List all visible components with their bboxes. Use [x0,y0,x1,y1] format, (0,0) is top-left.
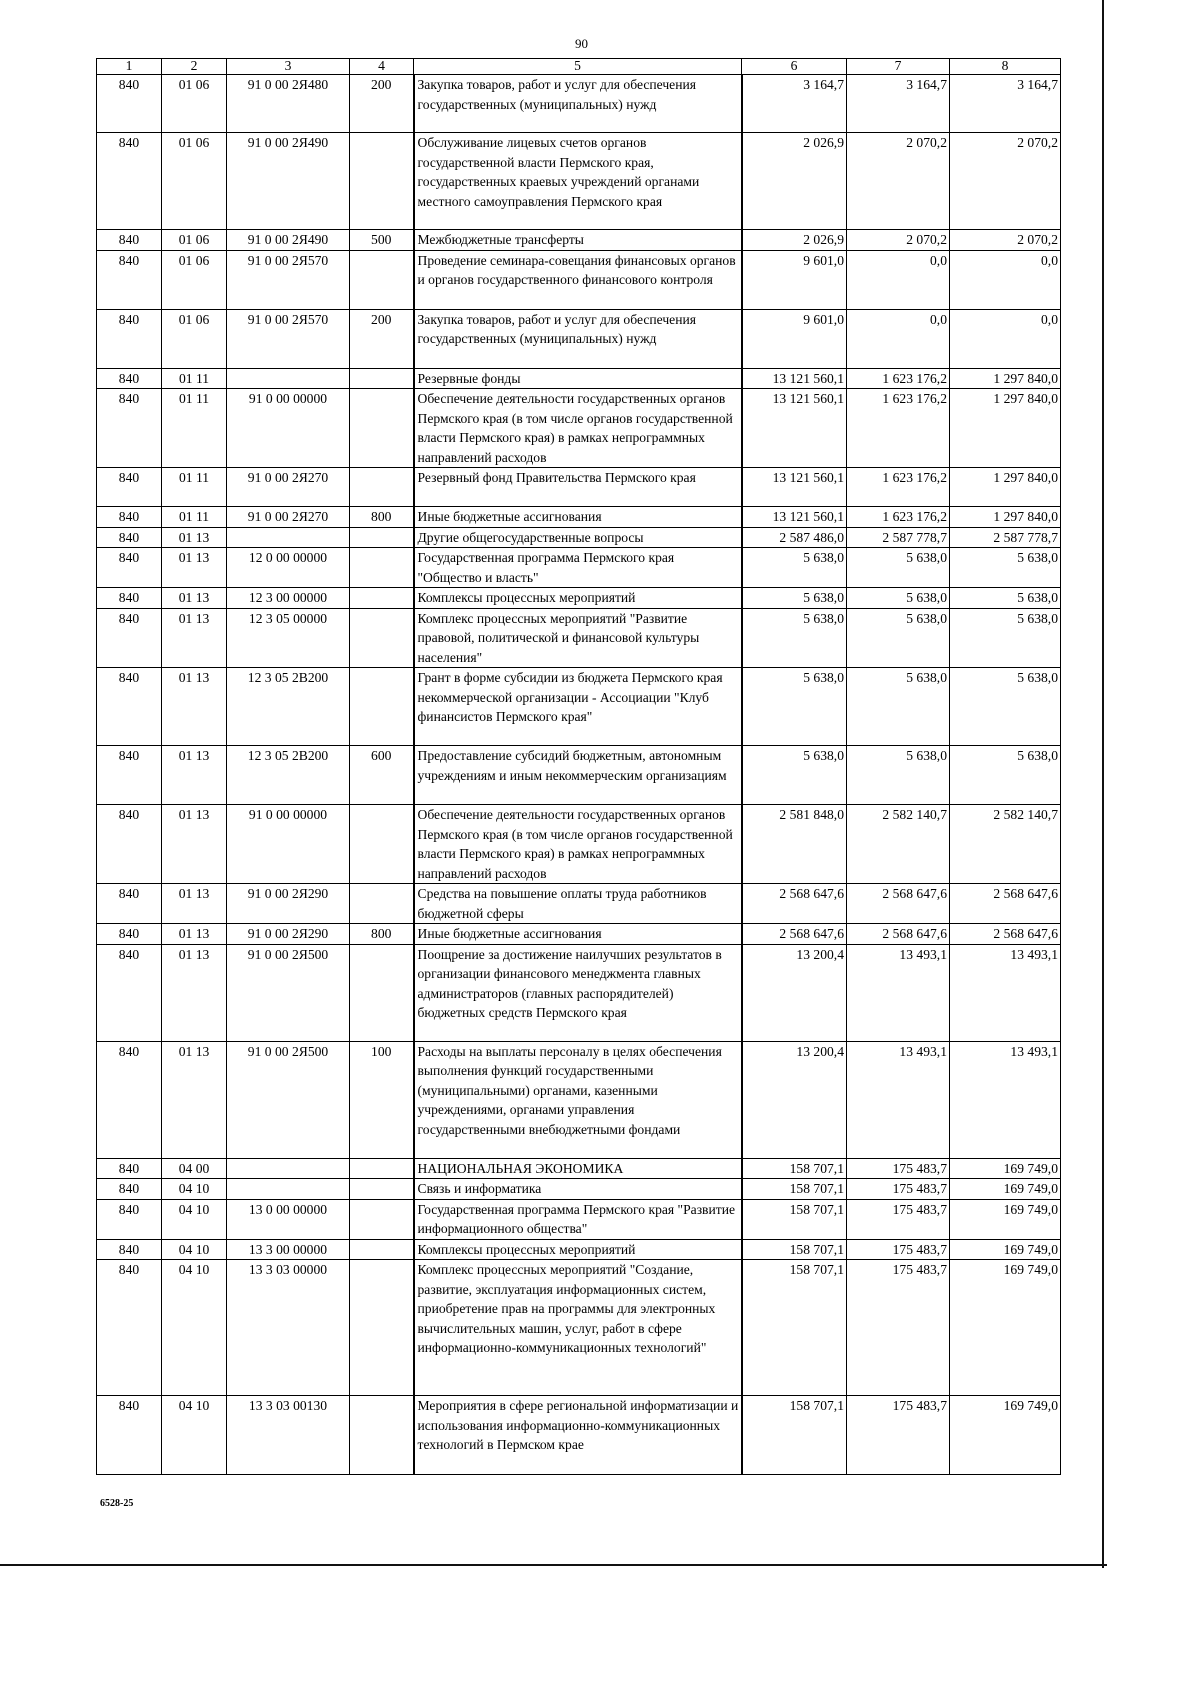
expense-type-cell [350,389,414,468]
header-row [97,59,1061,75]
expense-type-cell: 800 [350,507,414,528]
table-row [97,548,1061,588]
year1-amount-cell: 158 707,1 [742,1396,847,1475]
admin-code-cell: 840 [97,608,162,668]
section-code-cell: 01 13 [162,944,227,1041]
expense-type-cell [350,548,414,588]
year3-amount-cell: 1 297 840,0 [950,468,1061,507]
page-edge-right [1102,0,1104,1568]
year1-amount-cell: 9 601,0 [742,250,847,309]
year1-amount-cell: 2 587 486,0 [742,527,847,548]
table-row [97,746,1061,805]
year3-amount-cell: 5 638,0 [950,746,1061,805]
target-code-cell: 91 0 00 2Я270 [227,468,350,507]
expense-type-cell [350,668,414,746]
admin-code-cell: 840 [97,527,162,548]
expense-type-cell: 200 [350,309,414,368]
table-row [97,389,1061,468]
expense-type-cell [350,368,414,389]
item-name-cell: Расходы на выплаты персоналу в целях обеспечения выполнения функций государственными (муниципальными) органами, казенными учреждениями, органами управления государственными внебюджетными фондами [414,1041,742,1158]
admin-code-cell: 840 [97,1041,162,1158]
year2-amount-cell: 175 483,7 [847,1158,950,1179]
year2-amount-cell: 0,0 [847,309,950,368]
year2-amount-cell: 5 638,0 [847,548,950,588]
table-row [97,1179,1061,1200]
item-name-cell: Закупка товаров, работ и услуг для обеспечения государственных (муниципальных) нужд [414,309,742,368]
section-code-cell: 01 13 [162,924,227,945]
year1-amount-cell: 2 568 647,6 [742,884,847,924]
target-code-cell: 12 0 00 00000 [227,548,350,588]
table-row [97,309,1061,368]
table-row [97,1199,1061,1239]
expense-type-cell: 500 [350,230,414,251]
admin-code-cell: 840 [97,924,162,945]
admin-code-cell: 840 [97,668,162,746]
section-code-cell: 01 13 [162,548,227,588]
admin-code-cell: 840 [97,944,162,1041]
expense-type-cell [350,250,414,309]
year1-amount-cell: 158 707,1 [742,1179,847,1200]
expense-type-cell [350,608,414,668]
year2-amount-cell: 175 483,7 [847,1199,950,1239]
year1-amount-cell: 2 026,9 [742,133,847,230]
section-code-cell: 01 11 [162,507,227,528]
year3-amount-cell: 169 749,0 [950,1396,1061,1475]
item-name-cell: Комплекс процессных мероприятий "Создание, развитие, эксплуатация информационных систем, приобретение прав на программы для электронных вычислительных машин, услуг, работ в сфере информационно-коммуникационных технологий" [414,1260,742,1396]
section-code-cell: 04 10 [162,1179,227,1200]
column-header: 5 [414,59,742,75]
year3-amount-cell: 169 749,0 [950,1239,1061,1260]
year3-amount-cell: 1 297 840,0 [950,507,1061,528]
year1-amount-cell: 5 638,0 [742,608,847,668]
admin-code-cell: 840 [97,548,162,588]
expense-type-cell: 100 [350,1041,414,1158]
target-code-cell [227,527,350,548]
target-code-cell: 91 0 00 2Я500 [227,944,350,1041]
target-code-cell: 91 0 00 2Я490 [227,230,350,251]
year1-amount-cell: 5 638,0 [742,668,847,746]
expense-type-cell [350,1396,414,1475]
item-name-cell: Резервные фонды [414,368,742,389]
section-code-cell: 01 06 [162,75,227,133]
section-code-cell: 04 10 [162,1199,227,1239]
year2-amount-cell: 2 568 647,6 [847,924,950,945]
section-code-cell: 01 06 [162,133,227,230]
target-code-cell: 91 0 00 2Я480 [227,75,350,133]
column-header: 8 [950,59,1061,75]
expense-type-cell: 600 [350,746,414,805]
target-code-cell: 12 3 05 00000 [227,608,350,668]
year3-amount-cell: 5 638,0 [950,668,1061,746]
item-name-cell: Грант в форме субсидии из бюджета Пермского края некоммерческой организации - Ассоциации "Клуб финансистов Пермского края" [414,668,742,746]
year3-amount-cell: 0,0 [950,309,1061,368]
budget-table [96,58,1061,1475]
admin-code-cell: 840 [97,230,162,251]
table-row [97,884,1061,924]
table-row [97,527,1061,548]
item-name-cell: Обслуживание лицевых счетов органов государственной власти Пермского края, государственных краевых учреждений органами местного самоуправления Пермского края [414,133,742,230]
document-stamp: 6528-25 [100,1498,134,1509]
admin-code-cell: 840 [97,468,162,507]
year3-amount-cell: 1 297 840,0 [950,368,1061,389]
admin-code-cell: 840 [97,884,162,924]
year2-amount-cell: 175 483,7 [847,1179,950,1200]
table-row [97,230,1061,251]
section-code-cell: 04 10 [162,1260,227,1396]
year2-amount-cell: 5 638,0 [847,746,950,805]
column-header: 6 [742,59,847,75]
target-code-cell: 13 3 03 00130 [227,1396,350,1475]
table-row [97,75,1061,133]
year2-amount-cell: 2 070,2 [847,133,950,230]
expense-type-cell [350,588,414,609]
section-code-cell: 01 11 [162,368,227,389]
table-row [97,1260,1061,1396]
year1-amount-cell: 3 164,7 [742,75,847,133]
year2-amount-cell: 2 070,2 [847,230,950,251]
target-code-cell: 91 0 00 2Я290 [227,924,350,945]
item-name-cell: Связь и информатика [414,1179,742,1200]
year3-amount-cell: 2 070,2 [950,133,1061,230]
section-code-cell: 04 00 [162,1158,227,1179]
table-row [97,368,1061,389]
item-name-cell: Другие общегосударственные вопросы [414,527,742,548]
item-name-cell: НАЦИОНАЛЬНАЯ ЭКОНОМИКА [414,1158,742,1179]
column-header: 2 [162,59,227,75]
item-name-cell: Межбюджетные трансферты [414,230,742,251]
year1-amount-cell: 2 581 848,0 [742,805,847,884]
section-code-cell: 04 10 [162,1239,227,1260]
section-code-cell: 01 11 [162,468,227,507]
year1-amount-cell: 13 121 560,1 [742,368,847,389]
table-row [97,250,1061,309]
year3-amount-cell: 2 587 778,7 [950,527,1061,548]
column-header: 3 [227,59,350,75]
item-name-cell: Государственная программа Пермского края "Развитие информационного общества" [414,1199,742,1239]
table-row [97,668,1061,746]
target-code-cell: 91 0 00 2Я270 [227,507,350,528]
year3-amount-cell: 5 638,0 [950,608,1061,668]
expense-type-cell [350,1158,414,1179]
admin-code-cell: 840 [97,133,162,230]
year2-amount-cell: 1 623 176,2 [847,368,950,389]
section-code-cell: 01 13 [162,527,227,548]
expense-type-cell [350,1260,414,1396]
table-row [97,944,1061,1041]
target-code-cell: 91 0 00 2Я490 [227,133,350,230]
target-code-cell: 13 3 00 00000 [227,1239,350,1260]
table-row [97,1396,1061,1475]
table-row [97,507,1061,528]
expense-type-cell [350,1199,414,1239]
expense-type-cell [350,133,414,230]
admin-code-cell: 840 [97,805,162,884]
admin-code-cell: 840 [97,309,162,368]
expense-type-cell [350,944,414,1041]
item-name-cell: Комплексы процессных мероприятий [414,1239,742,1260]
year1-amount-cell: 158 707,1 [742,1260,847,1396]
section-code-cell: 01 06 [162,309,227,368]
column-header: 4 [350,59,414,75]
section-code-cell: 01 13 [162,588,227,609]
year2-amount-cell: 175 483,7 [847,1260,950,1396]
year2-amount-cell: 175 483,7 [847,1239,950,1260]
table-row [97,1041,1061,1158]
target-code-cell: 91 0 00 00000 [227,389,350,468]
table-row [97,805,1061,884]
page-number: 90 [575,36,588,51]
admin-code-cell: 840 [97,1260,162,1396]
section-code-cell: 01 06 [162,230,227,251]
item-name-cell: Предоставление субсидий бюджетным, автономным учреждениям и иным некоммерческим организациям [414,746,742,805]
item-name-cell: Закупка товаров, работ и услуг для обеспечения государственных (муниципальных) нужд [414,75,742,133]
expense-type-cell [350,527,414,548]
section-code-cell: 01 13 [162,805,227,884]
table-row [97,924,1061,945]
year1-amount-cell: 13 121 560,1 [742,389,847,468]
item-name-cell: Комплексы процессных мероприятий [414,588,742,609]
year1-amount-cell: 158 707,1 [742,1239,847,1260]
year1-amount-cell: 158 707,1 [742,1199,847,1239]
item-name-cell: Проведение семинара-совещания финансовых органов и органов государственного финансового контроля [414,250,742,309]
target-code-cell: 12 3 05 2В200 [227,668,350,746]
year1-amount-cell: 13 200,4 [742,1041,847,1158]
year1-amount-cell: 13 121 560,1 [742,507,847,528]
section-code-cell: 01 06 [162,250,227,309]
year3-amount-cell: 0,0 [950,250,1061,309]
target-code-cell: 12 3 05 2В200 [227,746,350,805]
admin-code-cell: 840 [97,75,162,133]
target-code-cell: 13 0 00 00000 [227,1199,350,1239]
year3-amount-cell: 3 164,7 [950,75,1061,133]
expense-type-cell [350,468,414,507]
year1-amount-cell: 158 707,1 [742,1158,847,1179]
target-code-cell: 12 3 00 00000 [227,588,350,609]
admin-code-cell: 840 [97,1396,162,1475]
item-name-cell: Иные бюджетные ассигнования [414,507,742,528]
target-code-cell: 91 0 00 2Я290 [227,884,350,924]
item-name-cell: Иные бюджетные ассигнования [414,924,742,945]
year1-amount-cell: 5 638,0 [742,746,847,805]
expense-type-cell [350,1239,414,1260]
year2-amount-cell: 5 638,0 [847,668,950,746]
item-name-cell: Средства на повышение оплаты труда работников бюджетной сферы [414,884,742,924]
year2-amount-cell: 1 623 176,2 [847,389,950,468]
year2-amount-cell: 175 483,7 [847,1396,950,1475]
year3-amount-cell: 2 568 647,6 [950,884,1061,924]
year2-amount-cell: 1 623 176,2 [847,507,950,528]
year2-amount-cell: 1 623 176,2 [847,468,950,507]
year2-amount-cell: 13 493,1 [847,1041,950,1158]
admin-code-cell: 840 [97,368,162,389]
expense-type-cell [350,1179,414,1200]
year3-amount-cell: 169 749,0 [950,1199,1061,1239]
item-name-cell: Мероприятия в сфере региональной информатизации и использования информационно-коммуникационных технологий в Пермском крае [414,1396,742,1475]
item-name-cell: Поощрение за достижение наилучших результатов в организации финансового менеджмента главных администраторов (главных распорядителей) бюджетных средств Пермского края [414,944,742,1041]
year2-amount-cell: 2 587 778,7 [847,527,950,548]
year3-amount-cell: 13 493,1 [950,944,1061,1041]
admin-code-cell: 840 [97,1158,162,1179]
expense-type-cell: 800 [350,924,414,945]
table-row [97,1239,1061,1260]
year1-amount-cell: 13 200,4 [742,944,847,1041]
section-code-cell: 01 13 [162,1041,227,1158]
section-code-cell: 01 13 [162,608,227,668]
year1-amount-cell: 9 601,0 [742,309,847,368]
admin-code-cell: 840 [97,1239,162,1260]
year2-amount-cell: 5 638,0 [847,588,950,609]
page-edge-bottom [0,1564,1107,1566]
admin-code-cell: 840 [97,389,162,468]
item-name-cell: Обеспечение деятельности государственных органов Пермского края (в том числе органов государственной власти Пермского края) в рамках непрограммных направлений расходов [414,389,742,468]
section-code-cell: 04 10 [162,1396,227,1475]
year3-amount-cell: 2 568 647,6 [950,924,1061,945]
section-code-cell: 01 13 [162,884,227,924]
year1-amount-cell: 5 638,0 [742,588,847,609]
admin-code-cell: 840 [97,588,162,609]
year3-amount-cell: 169 749,0 [950,1179,1061,1200]
item-name-cell: Комплекс процессных мероприятий "Развитие правовой, политической и финансовой культуры населения" [414,608,742,668]
year1-amount-cell: 2 026,9 [742,230,847,251]
table-row [97,1158,1061,1179]
target-code-cell: 91 0 00 00000 [227,805,350,884]
expense-type-cell [350,884,414,924]
year2-amount-cell: 0,0 [847,250,950,309]
table-row [97,133,1061,230]
year1-amount-cell: 5 638,0 [742,548,847,588]
target-code-cell [227,1179,350,1200]
table-row [97,588,1061,609]
year1-amount-cell: 2 568 647,6 [742,924,847,945]
item-name-cell: Резервный фонд Правительства Пермского края [414,468,742,507]
year2-amount-cell: 13 493,1 [847,944,950,1041]
year2-amount-cell: 2 568 647,6 [847,884,950,924]
target-code-cell [227,1158,350,1179]
year3-amount-cell: 1 297 840,0 [950,389,1061,468]
expense-type-cell: 200 [350,75,414,133]
item-name-cell: Обеспечение деятельности государственных органов Пермского края (в том числе органов государственной власти Пермского края) в рамках непрограммных направлений расходов [414,805,742,884]
admin-code-cell: 840 [97,1199,162,1239]
year3-amount-cell: 2 582 140,7 [950,805,1061,884]
target-code-cell: 91 0 00 2Я570 [227,309,350,368]
section-code-cell: 01 13 [162,668,227,746]
target-code-cell: 91 0 00 2Я500 [227,1041,350,1158]
year1-amount-cell: 13 121 560,1 [742,468,847,507]
expense-type-cell [350,805,414,884]
section-code-cell: 01 11 [162,389,227,468]
admin-code-cell: 840 [97,746,162,805]
admin-code-cell: 840 [97,507,162,528]
table-row [97,468,1061,507]
column-header: 7 [847,59,950,75]
target-code-cell: 13 3 03 00000 [227,1260,350,1396]
table-row [97,608,1061,668]
year2-amount-cell: 2 582 140,7 [847,805,950,884]
item-name-cell: Государственная программа Пермского края "Общество и власть" [414,548,742,588]
year3-amount-cell: 13 493,1 [950,1041,1061,1158]
admin-code-cell: 840 [97,250,162,309]
section-code-cell: 01 13 [162,746,227,805]
year3-amount-cell: 169 749,0 [950,1158,1061,1179]
year3-amount-cell: 5 638,0 [950,588,1061,609]
year3-amount-cell: 169 749,0 [950,1260,1061,1396]
column-header: 1 [97,59,162,75]
admin-code-cell: 840 [97,1179,162,1200]
target-code-cell [227,368,350,389]
year3-amount-cell: 2 070,2 [950,230,1061,251]
year3-amount-cell: 5 638,0 [950,548,1061,588]
target-code-cell: 91 0 00 2Я570 [227,250,350,309]
year2-amount-cell: 5 638,0 [847,608,950,668]
year2-amount-cell: 3 164,7 [847,75,950,133]
